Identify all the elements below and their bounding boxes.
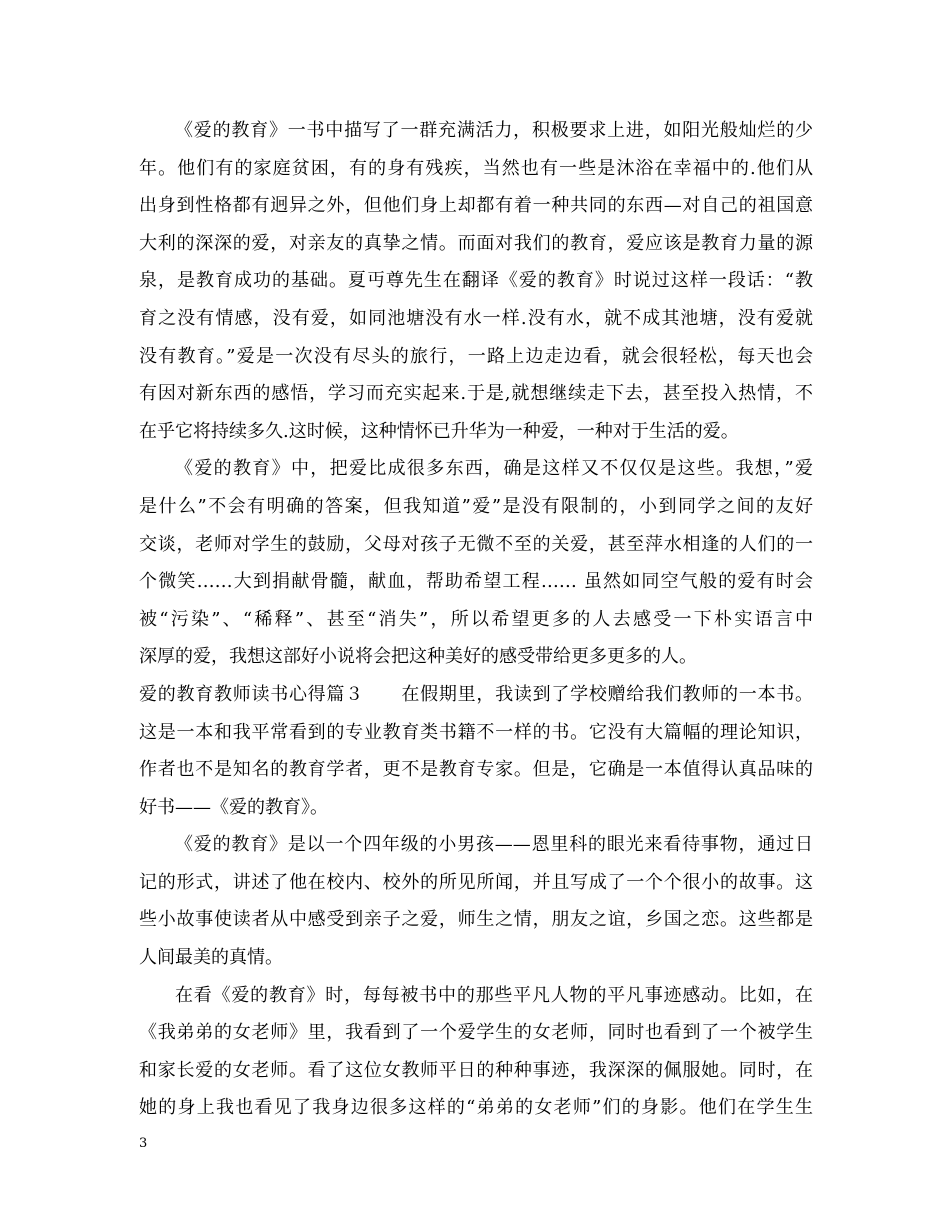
- document-body: [139, 112, 813, 1127]
- text-line: 《我弟弟的女老师》里，我看到了一个爱学生的女老师，同时也看到了一个被学生: [139, 1022, 813, 1044]
- text-line: 在看《爱的教育》时，每每被书中的那些平凡人物的平凡事迹感动。比如，在: [175, 984, 813, 1006]
- text-line: 爱的教育教师读书心得篇３ 在假期里，我读到了学校赠给我们教师的一本书。: [139, 683, 813, 705]
- text-line: 是什么”不会有明确的答案，但我知道”爱”是没有限制的，小到同学之间的友好: [139, 495, 813, 517]
- text-line: 和家长爱的女老师。看了这位女教师平日的种种事迹，我深深的佩服她。同时，在: [139, 1059, 813, 1081]
- text-line: 被“污染”、“稀释”、甚至“消失”，所以希望更多的人去感受一下朴实语言中: [139, 608, 813, 630]
- text-line: 她的身上我也看见了我身边很多这样的“弟弟的女老师”们的身影。他们在学生生: [139, 1097, 813, 1119]
- page-number: 3: [139, 1136, 148, 1151]
- text-line: 没有教育。”爱是一次没有尽头的旅行，一路上边走边看，就会很轻松，每天也会: [139, 345, 813, 367]
- text-line: 些小故事使读者从中感受到亲子之爱，师生之情，朋友之谊，乡国之恋。这些都是: [139, 909, 813, 931]
- text-line: 大利的深深的爱，对亲友的真挚之情。而面对我们的教育，爱应该是教育力量的源: [139, 232, 813, 254]
- text-line: 《爱的教育》是以一个四年级的小男孩——恩里科的眼光来看待事物，通过日: [175, 834, 813, 856]
- text-line: 个微笑……大到捐献骨髓，献血，帮助希望工程…… 虽然如同空气般的爱有时会: [139, 571, 813, 593]
- text-line: 好书——《爱的教育》。: [139, 796, 328, 818]
- text-line: 记的形式，讲述了他在校内、校外的所见所闻，并且写成了一个个很小的故事。这: [139, 871, 813, 893]
- text-line: 在乎它将持续多久.这时候，这种情怀已升华为一种爱，一种对于生活的爱。: [139, 420, 739, 442]
- text-line: 作者也不是知名的教育学者，更不是教育专家。但是，它确是一本值得认真品味的: [139, 759, 813, 781]
- text-line: 年。他们有的家庭贫困，有的身有残疾，当然也有一些是沐浴在幸福中的.他们从: [139, 157, 813, 179]
- text-line: 泉，是教育成功的基础。夏丏尊先生在翻译《爱的教育》时说过这样一段话：“教: [139, 270, 813, 292]
- text-line: 育之没有情感，没有爱，如同池塘没有水一样.没有水，就不成其池塘，没有爱就: [139, 307, 813, 329]
- text-line: 出身到性格都有迥异之外，但他们身上却都有着一种共同的东西—对自己的祖国意: [139, 195, 813, 217]
- text-line: 《爱的教育》中，把爱比成很多东西，确是这样又不仅仅是这些。我想，”爱: [175, 458, 813, 480]
- text-line: 深厚的爱，我想这部好小说将会把这种美好的感受带给更多更多的人。: [139, 646, 697, 668]
- text-line: 这是一本和我平常看到的专业教育类书籍不一样的书。它没有大篇幅的理论知识，: [139, 721, 813, 743]
- text-line: 交谈，老师对学生的鼓励，父母对孩子无微不至的关爱，甚至萍水相逢的人们的一: [139, 533, 813, 555]
- text-line: 《爱的教育》一书中描写了一群充满活力，积极要求上进，如阳光般灿烂的少: [175, 120, 813, 141]
- text-line: 有因对新东西的感悟，学习而充实起来.于是,就想继续走下去，甚至投入热情，不: [139, 383, 813, 405]
- text-line: 人间最美的真情。: [139, 947, 283, 969]
